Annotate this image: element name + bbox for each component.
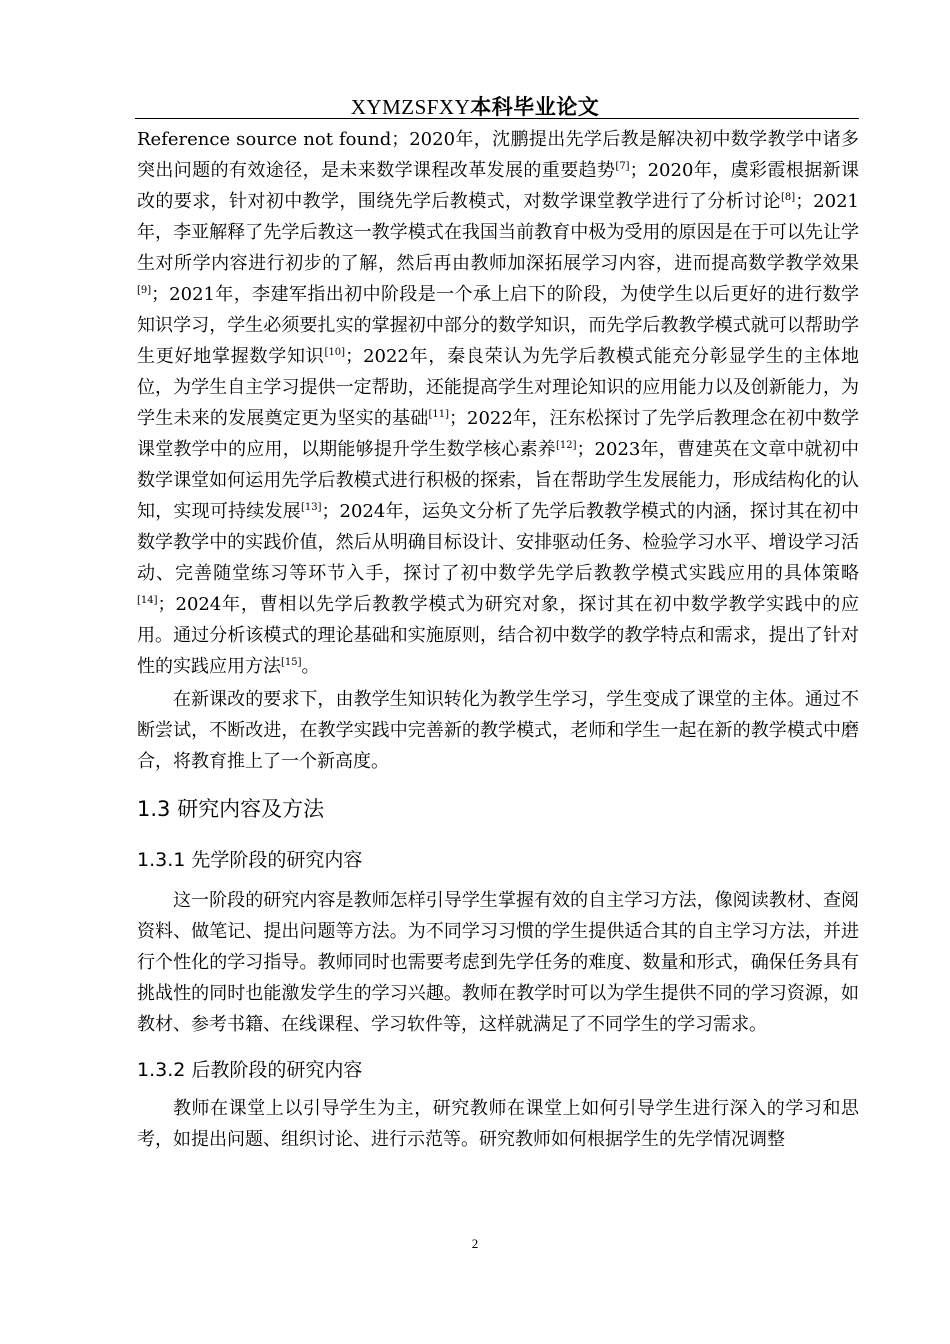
citation: [12] bbox=[556, 440, 577, 451]
citation: [10] bbox=[324, 347, 346, 358]
section-heading-1-3-2: 1.3.2 后教阶段的研究内容 bbox=[137, 1059, 363, 1081]
citation: [14] bbox=[137, 595, 158, 606]
text-run: ；2021年，李建军指出初中阶段是一个承上启下的阶段，为使学生以后更好的进行数学知识学习，学生必须要扎实的掌握初中部分的数学知识，而先学后教教学模式就可以帮助学生更好地掌握数学知识 bbox=[137, 284, 859, 367]
citation: [15] bbox=[281, 657, 302, 668]
text-run: 。 bbox=[301, 656, 320, 677]
body-text bbox=[137, 124, 859, 1155]
header-brand: XYMZSFXY bbox=[350, 95, 471, 119]
section-1-3-2-paragraph: 教师在课堂上以引导学生为主，研究教师在课堂上如何引导学生进行深入的学习和思考，如提出问题、组织讨论、进行示范等。研究教师如何根据学生的先学情况调整 bbox=[137, 1098, 859, 1150]
header-rule bbox=[135, 118, 859, 119]
citation: [7] bbox=[615, 161, 630, 172]
section-heading-1-3: 1.3 研究内容及方法 bbox=[137, 797, 325, 821]
section-1-3-1-paragraph: 这一阶段的研究内容是教师怎样引导学生掌握有效的自主学习方法，像阅读教材、查阅资料、做笔记、提出问题等方法。为不同学习习惯的学生提供适合其的自主学习方法，并进行个性化的学习指导。教师同时也需要考虑到先学任务的难度、数量和形式，确保任务具有挑战性的同时也能激发学生的学习兴趣。教师在教学时可以为学生提供不同的学习资源，如教材、参考书籍、在线课程、学习软件等，这样就满足了不同学生的学习需求。 bbox=[137, 890, 859, 1035]
text-run: ；2024年，曹相以先学后教教学模式为研究对象，探讨其在初中数学教学实践中的应用。通过分析该模式的理论基础和实施原则，结合初中数学的教学特点和需求，提出了针对性的实践应用方法 bbox=[137, 594, 859, 677]
running-header bbox=[0, 95, 950, 119]
citation: [11] bbox=[428, 409, 450, 420]
text-run: ；2024年，运奂文分析了先学后教教学模式的内涵，探讨其在初中数学教学中的实践价值，然后从明确目标设计、安排驱动任务、检验学习水平、增设学习活动、完善随堂练习等环节入手，探讨了初中数学先学后教教学模式实践应用的具体策略 bbox=[137, 501, 859, 584]
text-run: Reference source not found；2020年，沈鹏提出先学后教是解决初中数学教学中诸多突出问题的有效途径，是未来数学课程改革发展的重要趋势 bbox=[137, 129, 859, 181]
literature-review-paragraph bbox=[137, 124, 859, 682]
summary-paragraph: 在新课改的要求下，由教学生知识转化为教学生学习，学生变成了课堂的主体。通过不断尝试，不断改进，在教学实践中完善新的教学模式，老师和学生一起在新的教学模式中磨合，将教育推上了一个新高度。 bbox=[137, 689, 859, 772]
section-heading-1-3-1: 1.3.1 先学阶段的研究内容 bbox=[137, 849, 363, 871]
citation: [13] bbox=[300, 502, 322, 513]
text-run: ；2023年，曹建英在文章中就初中数学课堂如何运用先学后教模式进行积极的探索，旨在帮助学生发展能力，形成结构化的认知，实现可持续发展 bbox=[137, 439, 859, 522]
header-label: 本科毕业论文 bbox=[470, 95, 600, 119]
citation: [8] bbox=[781, 192, 796, 203]
text-run: ；2022年，秦良荣认为先学后教模式能充分彰显学生的主体地位，为学生自主学习提供一定帮助，还能提高学生对理论知识的应用能力以及创新能力，为学生未来的发展奠定更为坚实的基础 bbox=[137, 346, 859, 429]
text-run: ；2021年，李亚解释了先学后教这一教学模式在我国当前教育中极为受用的原因是在于可以先让学生对所学内容进行初步的了解，然后再由教师加深拓展学习内容，进而提高数学教学效果 bbox=[137, 191, 859, 274]
page-number: 2 bbox=[471, 1236, 479, 1251]
citation: [9] bbox=[137, 285, 152, 296]
text-run: ；2022年，汪东松探讨了先学后教理念在初中数学课堂教学中的应用，以期能够提升学生数学核心素养 bbox=[137, 408, 859, 460]
text-run: ；2020年，虞彩霞根据新课改的要求，针对初中教学，围绕先学后教模式，对数学课堂教学进行了分析讨论 bbox=[137, 160, 860, 212]
